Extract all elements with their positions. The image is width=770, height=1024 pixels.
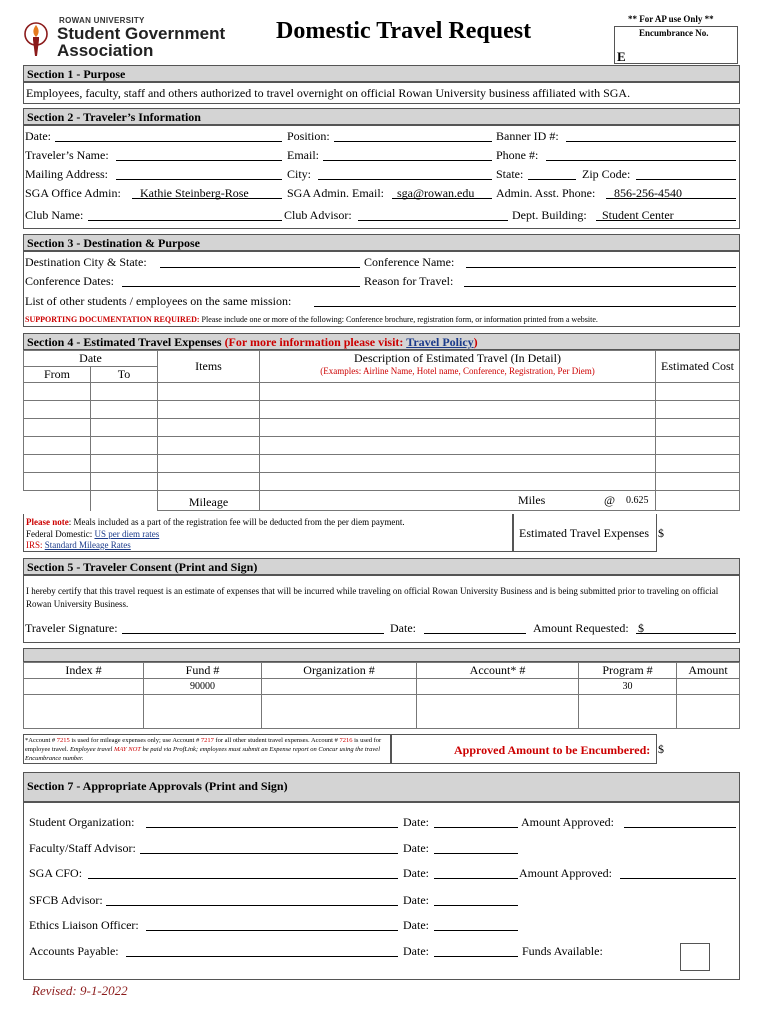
encumbrance-label: Encumbrance No. [639,28,709,38]
account-note-box [23,734,391,764]
approved-label: Approved Amount to be Encumbered: [454,743,651,757]
section4-paren: ) [473,335,478,349]
estimated-total-label: Estimated Travel Expenses [519,526,649,540]
sga-cfo-label: SGA CFO: [29,866,83,880]
encumbrance-box[interactable] [614,26,738,64]
to-header: To [91,367,158,383]
faculty-date-field[interactable] [434,853,518,854]
table-row[interactable] [24,679,740,695]
expenses-table [23,350,740,511]
destination-field[interactable] [160,267,360,268]
sfcb-advisor-field[interactable] [106,905,398,906]
conference-name-field[interactable] [466,267,736,268]
traveler-name-field[interactable] [116,160,282,161]
faculty-advisor-field[interactable] [140,853,398,854]
office-admin-value: Kathie Steinberg-Rose [140,186,249,200]
phone-label: Phone #: [496,148,539,162]
student-org-label: Student Organization: [29,815,135,829]
estimated-total-box[interactable] [513,514,657,552]
date-field[interactable] [55,141,282,142]
mileage-rate: 0.625 [626,495,649,506]
section1-box [23,82,740,104]
description-header [260,351,656,383]
university-name: ROWAN UNIVERSITY [59,16,145,25]
account-7216: 7216 [339,737,353,744]
student-org-date-label: Date: [403,815,429,829]
note-d: is used for employee travel. [25,737,382,753]
admin-email-value: sga@rowan.edu [397,186,475,200]
club-name-label: Club Name: [25,208,84,222]
ethics-officer-field[interactable] [146,930,398,931]
program-value: 30 [579,679,677,695]
note-g: be paid via ProfLink; employees must submit an Expense report on Concur using the travel Encumbrance number. [25,746,380,762]
travel-policy-link[interactable]: Travel Policy [406,335,474,349]
dept-building-field[interactable] [596,220,736,221]
torch-icon [23,22,49,58]
conference-dates-label: Conference Dates: [25,274,114,288]
others-label: List of other students / employees on the same mission: [25,294,292,308]
mailing-label: Mailing Address: [25,167,108,181]
table-row[interactable] [24,383,740,401]
section1-header: Section 1 - Purpose [23,65,740,82]
reason-field[interactable] [464,286,736,287]
section2-header: Section 2 - Traveler’s Information [23,108,740,125]
table-row[interactable] [24,473,740,491]
dept-building-label: Dept. Building: [512,208,587,222]
account-header: Account* # [417,663,579,679]
revised-date: Revised: 9-1-2022 [32,983,128,998]
description-title: Description of Estimated Travel (In Detail) [354,351,561,365]
club-name-field[interactable] [88,220,282,221]
office-admin-field[interactable] [132,198,282,199]
amount-approved-label-1: Amount Approved: [521,815,614,829]
amount-requested-field[interactable] [636,633,736,634]
irs-label: IRS: [26,540,43,550]
section3-header: Section 3 - Destination & Purpose [23,234,740,251]
position-field[interactable] [334,141,492,142]
note-c: for all other student travel expenses. Account # [215,737,338,744]
index-header: Index # [24,663,144,679]
faculty-advisor-label: Faculty/Staff Advisor: [29,841,136,855]
city-field[interactable] [318,179,492,180]
state-field[interactable] [528,179,576,180]
city-label: City: [287,167,312,181]
traveler-signature-field[interactable] [122,633,384,634]
amount-approved-field-2[interactable] [620,878,736,879]
table-row[interactable] [24,695,740,729]
fund-value: 90000 [144,679,262,695]
please-note: Please note [26,517,69,527]
traveler-name-label: Traveler’s Name: [25,148,109,162]
email-field[interactable] [323,160,492,161]
mileage-note-box [23,514,513,552]
amount-approved-field-1[interactable] [624,827,736,828]
ethics-officer-label: Ethics Liaison Officer: [29,918,139,932]
page-title: Domestic Travel Request [276,18,532,44]
banner-field[interactable] [566,141,736,142]
consent-date-label: Date: [390,621,416,635]
logo-line1: Student Government [57,24,226,43]
sfcb-date-field[interactable] [434,905,518,906]
asst-phone-value: 856-256-4540 [614,186,682,200]
table-row[interactable] [24,437,740,455]
conference-dates-field[interactable] [122,286,360,287]
section4-header [23,333,740,350]
section4-more-info: (For more information please visit: [224,335,404,349]
admin-email-label: SGA Admin. Email: [287,186,385,200]
reason-label: Reason for Travel: [364,274,454,288]
email-label: Email: [287,148,319,162]
student-org-date-field[interactable] [434,827,518,828]
from-header: From [24,367,91,383]
phone-field[interactable] [546,160,736,161]
please-note-text: : Meals included as a part of the registration fee will be deducted from the per diem payment. [68,517,405,527]
logo [23,16,238,60]
certify-text: I hereby certify that this travel request is an estimate of expenses that will be incurred while traveling on official Rowan University Business and is being submitted prior to traveling on official Rowan University Business. [26,586,719,609]
zip-field[interactable] [636,179,736,180]
amount-header: Amount [677,663,740,679]
encumbrance-value: E [617,49,626,64]
cfo-date-field[interactable] [434,878,518,879]
others-field[interactable] [314,306,736,307]
office-admin-label: SGA Office Admin: [25,186,121,200]
amount-approved-label-2: Amount Approved: [519,866,612,880]
asst-phone-label: Admin. Asst. Phone: [496,186,596,200]
description-examples: (Examples: Airline Name, Hotel name, Conference, Registration, Per Diem) [320,366,595,376]
funds-available-checkbox[interactable] [680,943,710,971]
club-advisor-field[interactable] [358,220,508,221]
section7-header: Section 7 - Appropriate Approvals (Print and Sign) [23,772,740,802]
irs-rates [26,538,131,552]
club-advisor-label: Club Advisor: [284,208,352,222]
logo-line2: Association [57,41,154,60]
fund-header: Fund # [144,663,262,679]
amount-requested-dollar: $ [638,621,644,635]
miles-label: Miles [518,493,546,507]
mileage-row[interactable] [24,491,740,511]
dept-building-value: Student Center [602,208,674,222]
supporting-detail: Please include one or more of the following: Conference brochure, registration form, or information printed from a website. [201,315,598,324]
amount-requested-label: Amount Requested: [533,621,629,635]
mileage-label: Mileage [158,491,260,511]
sfcb-advisor-label: SFCB Advisor: [29,893,103,907]
section5-header: Section 5 - Traveler Consent (Print and Sign) [23,558,740,575]
table-row[interactable] [24,401,740,419]
table-row[interactable] [24,419,740,437]
admin-email-field[interactable] [392,198,492,199]
state-label: State: [496,167,524,181]
approved-dollar: $ [658,742,664,756]
sga-cfo-field[interactable] [88,878,398,879]
funds-available-label: Funds Available: [522,944,603,958]
supporting-note [25,313,598,327]
per-diem-link[interactable]: US per diem rates [94,529,160,539]
banner-label: Banner ID #: [496,129,559,143]
mailing-field[interactable] [116,179,282,180]
federal-label: Federal Domestic: [26,529,93,539]
organization-header: Organization # [262,663,417,679]
date-label: Date: [25,129,51,143]
student-org-field[interactable] [146,827,398,828]
note-e: Employee travel [69,746,113,753]
asst-phone-field[interactable] [606,198,736,199]
at-label: @ [604,493,616,507]
consent-date-field[interactable] [424,633,526,634]
note-b: is used for mileage expenses only; use Account # [71,737,200,744]
account-7215: 7215 [56,737,70,744]
accounts-date-label: Date: [403,944,429,958]
accounts-payable-label: Accounts Payable: [29,944,119,958]
account-7217: 7217 [200,737,214,744]
note-f: MAY NOT [114,746,141,753]
table-row[interactable] [24,455,740,473]
accounts-date-field[interactable] [434,956,518,957]
note-a: *Account # [25,737,56,744]
mileage-rates-link[interactable]: Standard Mileage Rates [44,540,131,550]
approved-box[interactable] [391,734,657,764]
program-header: Program # [579,663,677,679]
ethics-date-field[interactable] [434,930,518,931]
supporting-required: SUPPORTING DOCUMENTATION REQUIRED: [25,315,200,324]
zip-label: Zip Code: [582,167,631,181]
faculty-date-label: Date: [403,841,429,855]
ethics-date-label: Date: [403,918,429,932]
section4-title: Section 4 - Estimated Travel Expenses [27,335,222,349]
accounts-payable-field[interactable] [126,956,398,957]
traveler-signature-label: Traveler Signature: [25,621,118,635]
sfcb-date-label: Date: [403,893,429,907]
section6-header [23,648,740,662]
items-header: Items [158,351,260,383]
section1-text: Employees, faculty, staff and others authorized to travel overnight on official Rowan University business affiliated with SGA. [26,86,631,100]
destination-label: Destination City & State: [25,255,147,269]
estimated-cost-header: Estimated Cost [656,351,740,383]
estimated-total-dollar: $ [658,526,664,540]
ap-only-label: ** For AP use Only ** [628,14,714,24]
date-header: Date [24,351,158,367]
account-note [25,736,389,763]
cfo-date-label: Date: [403,866,429,880]
accounting-table [23,662,740,729]
position-label: Position: [287,129,330,143]
conference-name-label: Conference Name: [364,255,455,269]
